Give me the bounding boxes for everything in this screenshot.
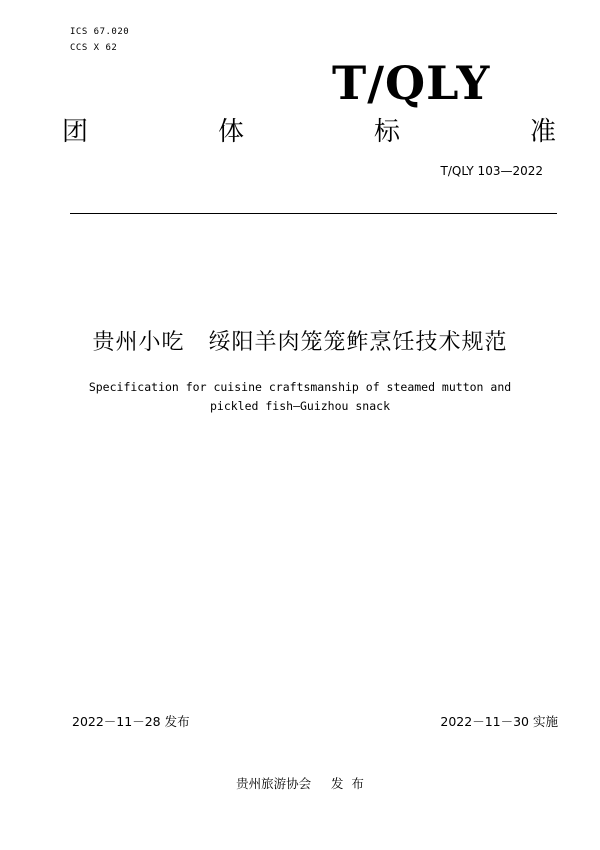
- implementation-date: 2022－11－30 实施: [440, 714, 558, 729]
- publisher: 贵州旅游协会 发 布: [236, 776, 364, 791]
- standard-type-char: 标: [373, 117, 400, 147]
- standard-type-char: 体: [217, 117, 244, 147]
- organization-code-logo: T/QLY: [332, 56, 491, 110]
- header-divider: [70, 213, 557, 214]
- title-english: [40, 378, 560, 416]
- standard-type-char: 团: [62, 117, 89, 147]
- standard-type-heading: [62, 115, 556, 149]
- standard-number: T/QLY 103—2022: [440, 164, 543, 178]
- issue-date: 2022－11－28 发布: [72, 714, 190, 729]
- title-english-line-1: Specification for cuisine craftsmanship of steamed mutton and: [88, 380, 512, 394]
- ccs-code: CCS X 62: [70, 43, 118, 53]
- title-chinese: 贵州小吃 绥阳羊肉笼笼鲊烹饪技术规范: [92, 330, 508, 355]
- ics-code: ICS 67.020: [70, 27, 130, 37]
- standard-type-char: 准: [529, 117, 556, 147]
- title-english-line-2: pickled fish—Guizhou snack: [209, 399, 390, 413]
